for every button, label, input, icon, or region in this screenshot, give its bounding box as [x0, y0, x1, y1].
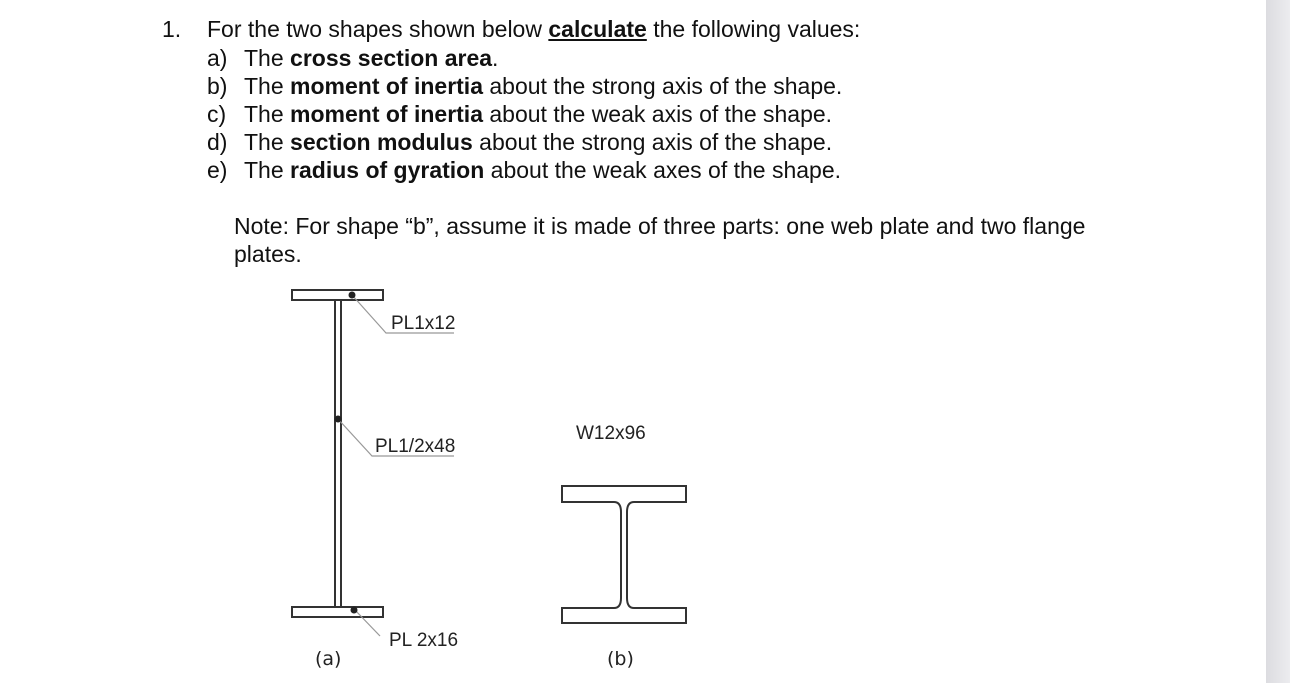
item-bold: moment of inertia [290, 101, 483, 127]
item-post: about the weak axes of the shape. [484, 157, 842, 183]
item-pre: The [244, 73, 291, 99]
item-letter: a) [207, 45, 228, 71]
shape-a-top-flange [292, 290, 383, 300]
item-letter: b) [207, 73, 228, 99]
item-post: about the weak axis of the shape. [483, 101, 833, 127]
item-bold: section modulus [290, 129, 473, 155]
intro-keyword: calculate [548, 16, 647, 42]
web-marker [335, 416, 342, 423]
item-pre: The [244, 101, 291, 127]
top-flange-label: PL1x12 [391, 313, 456, 334]
bottom-flange-marker [351, 607, 358, 614]
item-pre: The [244, 129, 291, 155]
item-letter: e) [207, 157, 228, 183]
item-bold: moment of inertia [290, 73, 483, 99]
item-pre: The [244, 45, 291, 71]
intro-after: the following values: [646, 16, 861, 42]
item-post: about the strong axis of the shape. [472, 129, 833, 155]
shape-a-caption: (a) [315, 648, 342, 670]
item-letter: d) [207, 129, 228, 155]
shape-b-label: W12x96 [576, 423, 646, 444]
top-flange-marker [349, 292, 356, 299]
item-post: about the strong axis of the shape. [483, 73, 843, 99]
shape-a-leaders [338, 295, 454, 636]
item-pre: The [244, 157, 291, 183]
shape-b-caption: (b) [607, 648, 634, 670]
item-letter: c) [207, 101, 227, 127]
shape-a-bottom-flange [292, 607, 383, 617]
intro-before: For the two shapes shown below [207, 16, 549, 42]
shape-b-w-section [562, 486, 686, 623]
web-label: PL1/2x48 [375, 436, 456, 457]
question-number: 1. [162, 16, 182, 42]
item-post: . [492, 45, 499, 71]
item-bold: cross section area [290, 45, 493, 71]
item-bold: radius of gyration [290, 157, 485, 183]
note-text: Note: For shape “b”, assume it is made of three parts: one web plate and two flange plates. [234, 213, 1086, 267]
bottom-flange-label: PL 2x16 [389, 630, 459, 651]
